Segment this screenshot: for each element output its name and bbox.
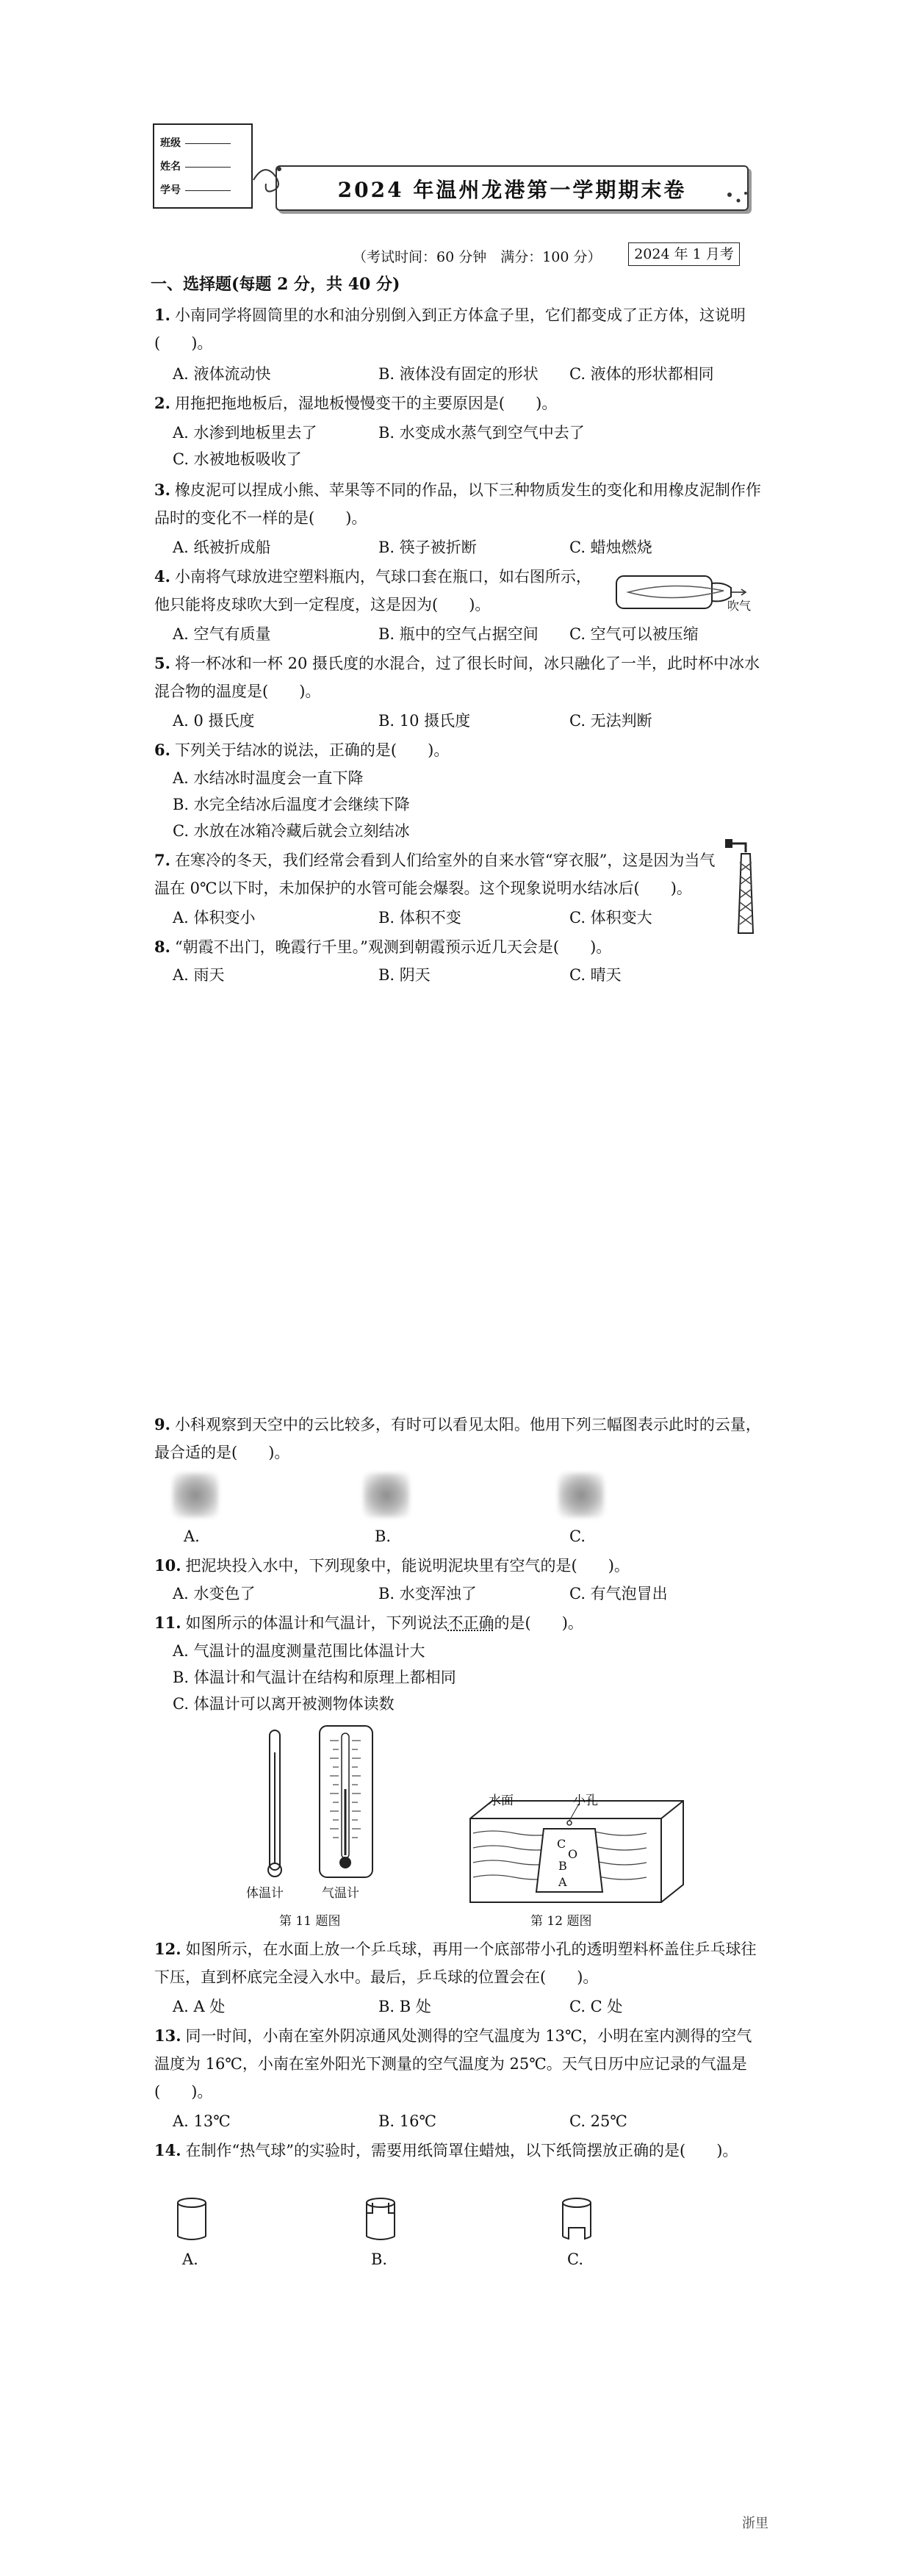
paper-tube-c-icon (560, 2197, 594, 2242)
q9-option-b[interactable]: B. (375, 1528, 392, 1545)
q2-option-b[interactable]: B. 水变成水蒸气到空气中去了 (378, 424, 585, 442)
cloud-image-c (558, 1473, 604, 1517)
question-2: 2. 用拖把拖地板后，湿地板慢慢变干的主要原因是( )。 (154, 394, 558, 412)
question-10: 10. 把泥块投入水中，下列现象中，能说明泥块里有空气的是( )。 (154, 1556, 630, 1575)
point-a: A (558, 1875, 567, 1889)
q6-option-b[interactable]: B. 水完全结冰后温度才会继续下降 (173, 796, 410, 813)
q2-option-a[interactable]: A. 水渗到地板里去了 (173, 424, 317, 442)
point-b: B (558, 1859, 567, 1873)
class-field: 班级 (160, 135, 231, 150)
student-info-box (153, 123, 253, 209)
q10-option-c[interactable]: C. 有气泡冒出 (569, 1585, 668, 1602)
q11-option-c[interactable]: C. 体温计可以离开被测物体读数 (173, 1695, 395, 1713)
thermometer-figure (253, 1723, 400, 1899)
q6-option-a[interactable]: A. 水结冰时温度会一直下降 (173, 769, 364, 787)
question-7: 7. 在寒冷的冬天，我们经常会看到人们给室外的自来水管“穿衣服”，这是因为当气温在 0℃以下时，未加保护的水管可能会爆裂。这个现象说明水结冰后( )。 (154, 851, 716, 897)
figure-12-caption: 第 12 题图 (530, 1914, 592, 1929)
q8-option-a[interactable]: A. 雨天 (173, 966, 225, 984)
clinical-thermometer-label: 体温计 (246, 1886, 284, 1901)
q14-option-b[interactable]: B. (371, 2251, 388, 2268)
q13-option-c[interactable]: C. 25℃ (569, 2112, 627, 2130)
q5-option-b[interactable]: B. 10 摄氏度 (378, 712, 471, 730)
q2-option-c[interactable]: C. 水被地板吸收了 (173, 450, 302, 468)
q12-option-b[interactable]: B. B 处 (378, 1998, 431, 2015)
q1-option-a[interactable]: A. 液体流动快 (173, 365, 271, 383)
footer-brand: 浙里 (742, 2516, 768, 2531)
q13-option-b[interactable]: B. 16℃ (378, 2112, 436, 2130)
paper-tube-a-icon (175, 2197, 209, 2242)
page-title: 2024 年温州龙港第一学期期末卷 (337, 178, 687, 202)
q7-option-b[interactable]: B. 体积不变 (378, 909, 461, 927)
q3-option-b[interactable]: B. 筷子被折断 (378, 539, 477, 556)
q12-option-a[interactable]: A. A 处 (173, 1998, 226, 2015)
blow-label: 吹气 (727, 599, 752, 613)
q13-option-a[interactable]: A. 13℃ (173, 2112, 231, 2130)
point-o: O (568, 1847, 578, 1861)
q14-option-a[interactable]: A. (182, 2251, 198, 2268)
cloud-image-b (364, 1473, 409, 1517)
emphasis-not-correct: 不正确 (447, 1614, 494, 1632)
wrapped-pipe-figure (724, 838, 768, 940)
q11-option-b[interactable]: B. 体温计和气温计在结构和原理上都相同 (173, 1669, 456, 1686)
q11-option-a[interactable]: A. 气温计的温度测量范围比体温计大 (173, 1642, 425, 1660)
question-12: 12. 如图所示，在水面上放一个乒乓球，再用一个底部带小孔的透明塑料杯盖住乒乓球往下压，直到杯底完全浸入水中。最后，乒乓球的位置会在( )。 (154, 1940, 757, 1986)
q4-option-b[interactable]: B. 瓶中的空气占据空间 (378, 625, 539, 643)
question-1: 1. 小南同学将圆筒里的水和油分别倒入到正方体盒子里，它们都变成了正方体，这说明( )。 (154, 306, 746, 352)
q5-option-a[interactable]: A. 0 摄氏度 (173, 712, 255, 730)
paper-tube-b-icon (364, 2197, 397, 2242)
q1-option-b[interactable]: B. 液体没有固定的形状 (378, 365, 539, 383)
q6-option-c[interactable]: C. 水放在冰箱冷藏后就会立刻结冰 (173, 822, 410, 840)
question-11: 11. 如图所示的体温计和气温计，下列说法不正确的是( )。 (154, 1613, 583, 1632)
q7-option-a[interactable]: A. 体积变小 (173, 909, 256, 927)
q8-option-b[interactable]: B. 阴天 (378, 966, 431, 984)
q8-option-c[interactable]: C. 晴天 (569, 966, 622, 984)
decor-dots-icon (724, 187, 753, 209)
question-13: 13. 同一时间，小南在室外阴凉通风处测得的空气温度为 13℃，小明在室内测得的空气温度为 16℃，小南在室外阳光下测量的空气温度为 25℃。天气日历中应记录的气温是( )。 (154, 2026, 752, 2101)
question-4: 4. 小南将气球放进空塑料瓶内，气球口套在瓶口，如右图所示，他只能将皮球吹大到一定程度，这是因为( )。 (154, 567, 591, 614)
cloud-image-a (173, 1473, 218, 1517)
q12-option-c[interactable]: C. C 处 (569, 1998, 623, 2015)
figure-11-caption: 第 11 题图 (279, 1914, 341, 1929)
q4-option-a[interactable]: A. 空气有质量 (173, 625, 271, 643)
title-banner (276, 165, 749, 211)
small-hole-label: 小孔 (573, 1794, 598, 1808)
q1-option-c[interactable]: C. 液体的形状都相同 (569, 365, 714, 383)
q9-option-c[interactable]: C. (569, 1528, 586, 1545)
q14-option-c[interactable]: C. (567, 2251, 583, 2268)
question-3: 3. 橡皮泥可以捏成小熊、苹果等不同的作品，以下三种物质发生的变化和用橡皮泥制作作品时的变化不一样的是( )。 (154, 481, 761, 527)
point-c: C (557, 1837, 566, 1851)
q5-option-c[interactable]: C. 无法判断 (569, 712, 652, 730)
question-9: 9. 小科观察到天空中的云比较多，有时可以看见太阳。他用下列三幅图表示此时的云量，最合适的是( )。 (154, 1415, 761, 1461)
question-5: 5. 将一杯冰和一杯 20 摄氏度的水混合，过了很长时间，冰只融化了一半，此时杯中冰水混合物的温度是( )。 (154, 654, 760, 700)
question-8: 8. “朝霞不出门，晚霞行千里。”观测到朝霞预示近几天会是( )。 (154, 938, 612, 956)
water-surface-label: 水面 (489, 1794, 514, 1808)
section-title: 一、选择题(每题 2 分，共 40 分) (151, 275, 400, 294)
q7-option-c[interactable]: C. 体积变大 (569, 909, 652, 927)
question-6: 6. 下列关于结冰的说法，正确的是( )。 (154, 741, 450, 759)
q4-option-c[interactable]: C. 空气可以被压缩 (569, 625, 699, 643)
q3-option-c[interactable]: C. 蜡烛燃烧 (569, 539, 652, 556)
q10-option-b[interactable]: B. 水变浑浊了 (378, 1585, 477, 1602)
air-thermometer-label: 气温计 (322, 1886, 359, 1901)
q9-option-a[interactable]: A. (184, 1528, 200, 1545)
q3-option-a[interactable]: A. 纸被折成船 (173, 539, 271, 556)
name-field: 姓名 (160, 159, 231, 173)
id-field: 学号 (160, 182, 231, 197)
question-14: 14. 在制作“热气球”的实验时，需要用纸筒罩住蜡烛，以下纸筒摆放正确的是( )。 (154, 2141, 738, 2159)
exam-date: 2024 年 1 月考 (628, 242, 740, 266)
exam-time-info: （考试时间：60 分钟 满分：100 分） (353, 249, 602, 265)
q10-option-a[interactable]: A. 水变色了 (173, 1585, 256, 1602)
